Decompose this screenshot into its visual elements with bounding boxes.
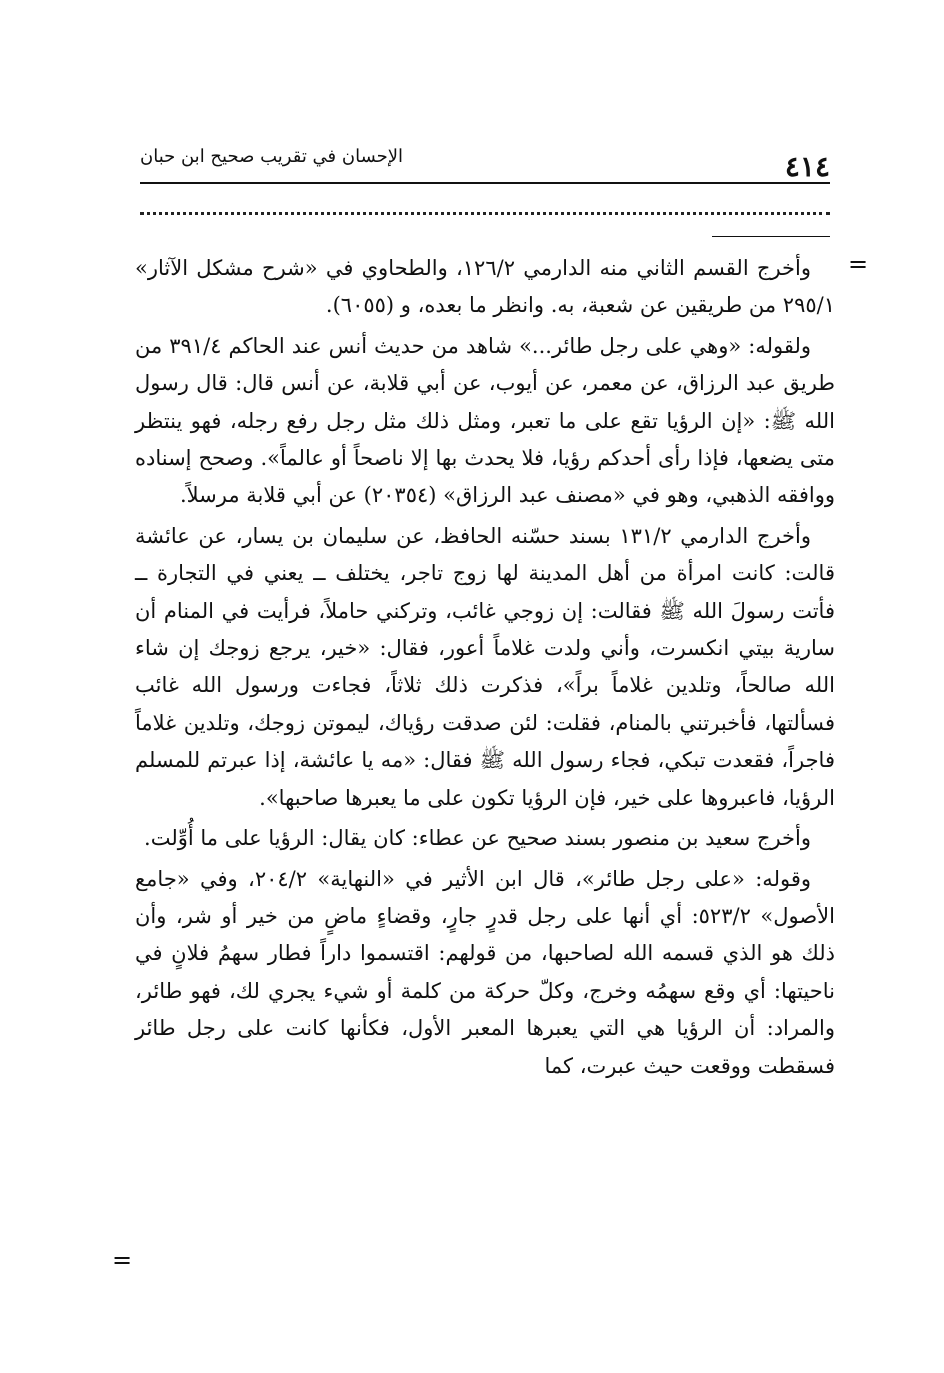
footnote-body bbox=[135, 250, 835, 1085]
continuation-mark-top: = bbox=[848, 250, 869, 278]
page-header bbox=[140, 140, 830, 184]
dotted-separator bbox=[140, 212, 830, 215]
paragraph-1: وأخرج القسم الثاني منه الدارمي ١٢٦/٢، والطحاوي في «شرح مشكل الآثار» ٢٩٥/١ من طريقين عن شعبة، به. وانظر ما بعده، و (٦٠٥٥). bbox=[135, 256, 835, 318]
paragraph-5: وقوله: «على رجل طائر»، قال ابن الأثير في «النهاية» ٢٠٤/٢، وفي «جامع الأصول» ٥٢٣/٢: أي أنها على رجل قدرٍ جارٍ، وقضاءٍ ماضٍ من خير أو شر، وأن ذلك هو الذي قسمه الله لصاحبها، من قولهم: اقتسموا داراً فطار سهمُ فلانٍ في ناحيتها: أي وقع سهمُه وخرج، وكلّ حركة من كلمة أو شيء يجري لك، فهو طائر، والمراد: أن الرؤيا هي التي يعبرها المعبر الأول، فكأنها كانت على رجل طائر فسقطت ووقعت حيث عبرت، كما bbox=[135, 866, 835, 1078]
paragraph-2: ولقوله: «وهي على رجل طائر...» شاهد من حديث أنس عند الحاكم ٣٩١/٤ من طريق عبد الرزاق، عن معمر، عن أيوب، عن أبي قلابة، عن أنس قال: قال رسول الله ﷺ: «إن الرؤيا تقع على ما تعبر، ومثل ذلك مثل رجل رفع رجله، فهو ينتظر متى يضعها، فإذا رأى أحدكم رؤيا، فلا يحدث بها إلا ناصحاً أو عالماً». وصحح إسناده ووافقه الذهبي، وهو في «مصنف عبد الرزاق» (٢٠٣٥٤) عن أبي قلابة مرسلاً. bbox=[135, 333, 835, 508]
paragraph-4: وأخرج سعيد بن منصور بسند صحيح عن عطاء: كان يقال: الرؤيا على ما أُوِّلت. bbox=[144, 826, 811, 851]
continuation-mark-bottom: = bbox=[112, 1246, 133, 1274]
header-rule bbox=[140, 182, 830, 184]
paragraph-3: وأخرج الدارمي ١٣١/٢ بسند حسّنه الحافظ، عن سليمان بن يسار، عن عائشة قالت: كانت امرأة من أهل المدينة لها زوج تاجر، يختلف ــ يعني في التجارة ــ فأتت رسولَ الله ﷺ فقالت: إن زوجي غائب، وتركني حاملاً، فرأيت في المنام أن سارية بيتي انكسرت، وأني ولدت غلاماً أعور، فقال: «خير، يرجع زوجك إن شاء الله صالحاً، وتلدين غلاماً براً»، فذكرت ذلك ثلاثاً، فجاءت ورسول الله غائب فسألتها، فأخبرتني بالمنام، فقلت: لئن صدقت رؤياك، ليموتن زوجك، وتلدين غلاماً فاجراً، فقعدت تبكي، فجاء رسول الله ﷺ فقال: «مه يا عائشة، إذا عبرتم للمسلم الرؤيا، فاعبروها على خير، فإن الرؤيا تكون على ما يعبرها صاحبها». bbox=[135, 523, 835, 810]
running-title: الإحسان في تقريب صحيح ابن حبان bbox=[140, 146, 404, 167]
page-number: ٤١٤ bbox=[784, 150, 830, 183]
footnote-rule bbox=[712, 236, 830, 237]
